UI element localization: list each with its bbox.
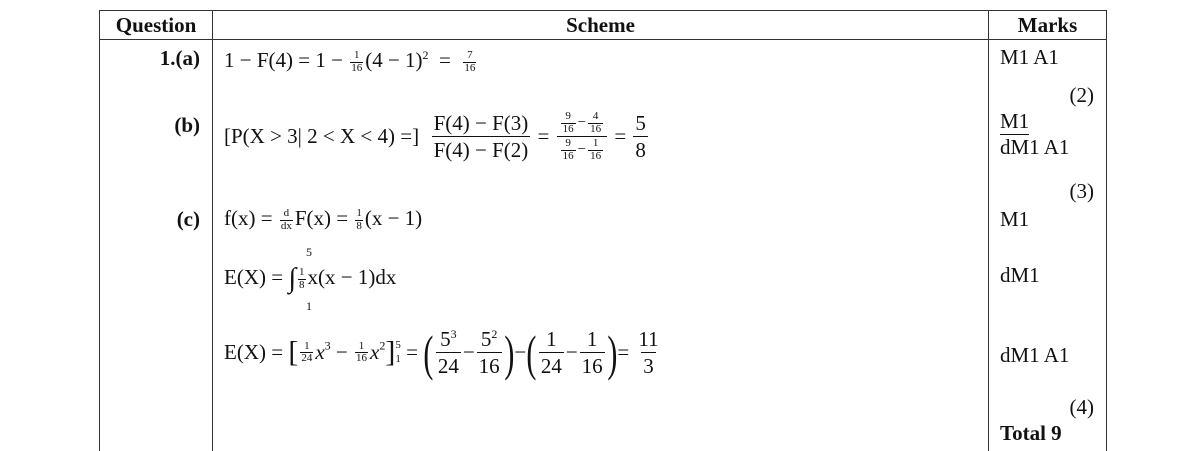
column-divider-question [212, 11, 213, 451]
total-marks: Total 9 [1000, 421, 1062, 445]
working-1c-line2: E(X) = ∫ $\frac{1}{8}$ x(x − 1)dx [224, 263, 397, 294]
marks-1b-dm1-a1: dM1 A1 [1000, 135, 1070, 159]
header-question: Question [115, 13, 197, 37]
marks-1c-line2: dM1 [1000, 263, 1040, 287]
header-divider [100, 39, 1106, 40]
integral-lower-limit: 1 [306, 299, 312, 313]
subtotal-1a: (2) [1069, 83, 1094, 107]
working-1a: 1 − F(4) = 1 − $\frac{1}{16}$ $(4 - 1)^2$ = $\frac{7}{16}$ [224, 48, 476, 74]
question-label-1a: 1.(a) [159, 46, 200, 70]
marks-1b-m1: M1 [1000, 109, 1030, 133]
working-1c-line3: E(X) = [ $\frac{1}{24}$ $x^3$ − $\frac{1}{16}$ $x^2$] 5 1 = ( $\frac{5^3}{24}$ − $\frac{5^2}{16}$ )−( $\frac{1}{24}$ − $\frac{1}{16}$ )= $\frac{11}{3}$ [224, 324, 659, 381]
marks-1c-line3: dM1 A1 [1000, 343, 1070, 367]
question-label-1b: (b) [174, 113, 200, 137]
question-label-1c: (c) [176, 207, 200, 231]
mark-scheme-table [99, 10, 1107, 451]
integral-upper-limit: 5 [306, 245, 312, 259]
subtotal-1b: (3) [1069, 179, 1094, 203]
marks-1c-line1: M1 [1000, 207, 1030, 231]
marks-1a: M1 A1 [1000, 45, 1059, 69]
header-marks: Marks [1017, 13, 1078, 37]
column-divider-marks [988, 11, 989, 451]
working-1b: [P(X > 3| 2 < X < 4) =] $\frac{F(4) - F(3)}{F(4) - F(2)}$ = $\frac{9}{16}$ − $\frac{4}{16}$ $\frac{9}{16}$ − $\frac{1}{16}$ = $\frac{5}{8}$ [224, 110, 646, 163]
working-1c-line1: f(x) = $\frac{d}{dx}$ F(x) = $\frac{1}{8}$ (x − 1) [224, 206, 423, 232]
subtotal-1c: (4) [1069, 395, 1094, 419]
header-scheme: Scheme [566, 13, 635, 37]
